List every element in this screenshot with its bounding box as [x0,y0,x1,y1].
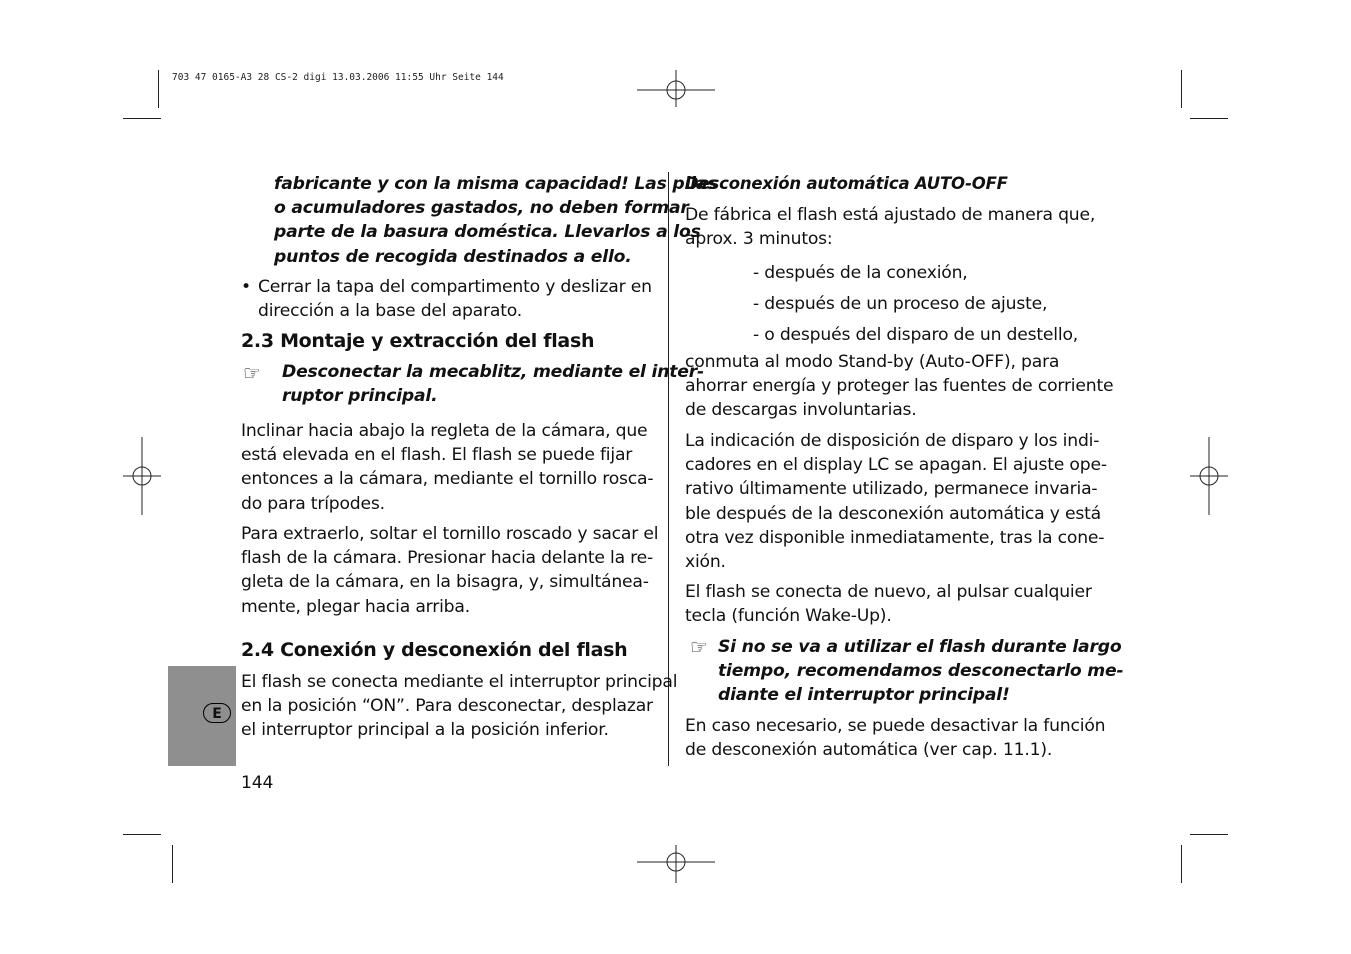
heading-2-3: 2.3 Montaje y extracción del flash [241,330,595,352]
note-hand-icon: ☞ [243,361,261,385]
paragraph-mounting: Inclinar hacia abajo la regleta de la cámara, que está elevada en el flash. El flash se puede fijar entonces a la cámara, mediante el tornillo rosca- do para trípodes. [241,421,654,514]
note-2-3: Desconectar la mecablitz, mediante el inter- ruptor principal. [282,362,704,407]
paragraph-indicators: La indicación de disposición de disparo y los indi- cadores en el display LC se apagan. El ajuste ope- rativo últimamente utilizado, permanece invaria- ble después de la desconexión automática y está otra vez disponible inmediatamente, tras la cone- xión. [685,431,1107,573]
print-header: 703 47 0165-A3 28 CS-2 digi 13.03.2006 11:55 Uhr Seite 144 [172,72,504,83]
bullet-item: Cerrar la tapa del compartimento y deslizar en dirección a la base del aparato. [258,277,652,322]
auto-off-conditions-list [753,258,1078,351]
heading-2-4: 2.4 Conexión y desconexión del flash [241,639,628,661]
paragraph-wake-up: El flash se conecta de nuevo, al pulsar cualquier tecla (función Wake-Up). [685,582,1092,627]
paragraph-removal: Para extraerlo, soltar el tornillo roscado y sacar el flash de la cámara. Presionar hacia delante la re- gleta de la cámara, en la bisagra, y, simultánea- mente, plegar hacia arriba. [241,524,659,617]
note-hand-icon: ☞ [690,635,708,659]
paragraph-deactivate: En caso necesario, se puede desactivar la función de desconexión automática (ver cap. 11.1). [685,716,1106,761]
list-item: - después de un proceso de ajuste, [753,294,1048,314]
paragraph-power: El flash se conecta mediante el interruptor principal en la posición “ON”. Para desconectar, desplazar el interruptor principal a la posición inferior. [241,672,678,741]
page-number: 144 [241,773,274,793]
subheading-auto-off: Desconexión automática AUTO-OFF [685,174,1008,193]
paragraph-factory: De fábrica el flash está ajustado de manera que, aprox. 3 minutos: [685,205,1096,250]
language-badge: E [203,703,231,723]
list-item: - después de la conexión, [753,263,968,283]
note-long-time: Si no se va a utilizar el flash durante largo tiempo, recomendamos desconectarlo me- diante el interruptor principal! [718,637,1124,706]
intro-warning: fabricante y con la misma capacidad! Las pilas o acumuladores gastados, no deben formar parte de la basura doméstica. Llevarlos a los puntos de recogida destinados a ello. [274,174,718,267]
paragraph-standby: conmuta al modo Stand-by (Auto-OFF), para ahorrar energía y proteger las fuentes de corriente de descargas involuntarias. [685,352,1114,421]
list-item: - o después del disparo de un destello, [753,325,1079,345]
bullet-symbol: • [241,277,251,297]
